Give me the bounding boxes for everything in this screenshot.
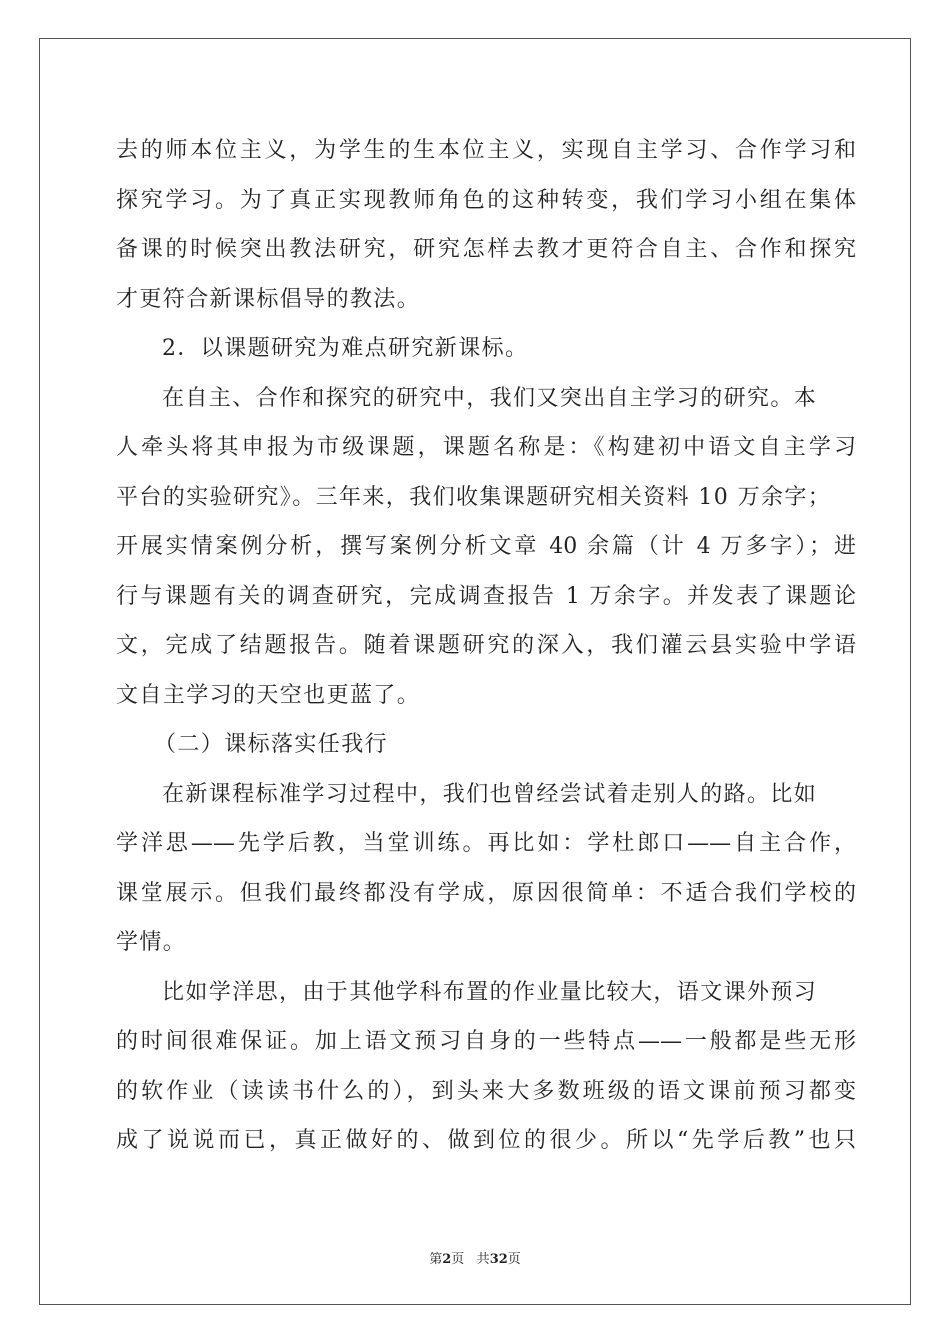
document-body xyxy=(116,126,856,1166)
text-line: 课堂展示。但我们最终都没有学成，原因很简单：不适合我们学校的 xyxy=(116,880,856,906)
total-unit: 页 xyxy=(507,1252,521,1267)
page-footer xyxy=(0,1248,950,1267)
total-prefix: 共 xyxy=(476,1252,490,1267)
text-line: 文自主学习的天空也更蓝了。 xyxy=(116,682,421,708)
page-prefix: 第 xyxy=(429,1252,443,1267)
page-unit: 页 xyxy=(451,1252,465,1267)
text-line: 探究学习。为了真正实现教师角色的这种转变，我们学习小组在集体 xyxy=(116,187,856,213)
text-line: 文，完成了结题报告。随着课题研究的深入，我们灌云县实验中学语 xyxy=(116,633,856,658)
text-line: 在自主、合作和探究的研究中，我们又突出自主学习的研究。本 xyxy=(162,385,818,411)
section-heading: 2．以课题研究为难点研究新课标。 xyxy=(162,336,529,361)
text-line: 开展实情案例分析，撰写案例分析文章 40 余篇（计 4 万多字）；进 xyxy=(116,534,856,559)
text-line: 平台的实验研究》。三年来，我们收集课题研究相关资料 10 万余字； xyxy=(116,484,832,510)
text-line: 去的师本位主义，为学生的生本位主义，实现自主学习、合作学习和 xyxy=(116,138,856,163)
page-number: 2 xyxy=(442,1252,452,1267)
text-line: 比如学洋思，由于其他学科布置的作业量比较大，语文课外预习 xyxy=(162,979,818,1005)
text-line: 行与课题有关的调查研究，完成调查报告 1 万余字。并发表了课题论 xyxy=(116,583,856,609)
text-line: 人牵头将其申报为市级课题，课题名称是：《构建初中语文自主学习 xyxy=(116,435,856,460)
total-pages: 32 xyxy=(489,1252,508,1267)
section-heading: （二）课标落实任我行 xyxy=(154,732,389,757)
text-line: 备课的时候突出教法研究，研究怎样去教才更符合自主、合作和探究 xyxy=(116,237,856,262)
text-line: 成了说说而已，真正做好的、做到位的很少。所以“先学后教”也只 xyxy=(116,1128,856,1153)
text-line: 学洋思——先学后教，当堂训练。再比如：学杜郎口——自主合作， xyxy=(116,831,856,856)
text-line: 的时间很难保证。加上语文预习自身的一些特点——一般都是些无形 xyxy=(116,1029,856,1054)
text-line: 在新课程标准学习过程中，我们也曾经尝试着走别人的路。比如 xyxy=(162,781,818,807)
text-line: 的软作业（读读书什么的），到头来大多数班级的语文课前预习都变 xyxy=(116,1078,856,1104)
text-line: 学情。 xyxy=(116,930,187,955)
text-line: 才更符合新课标倡导的教法。 xyxy=(116,286,421,312)
